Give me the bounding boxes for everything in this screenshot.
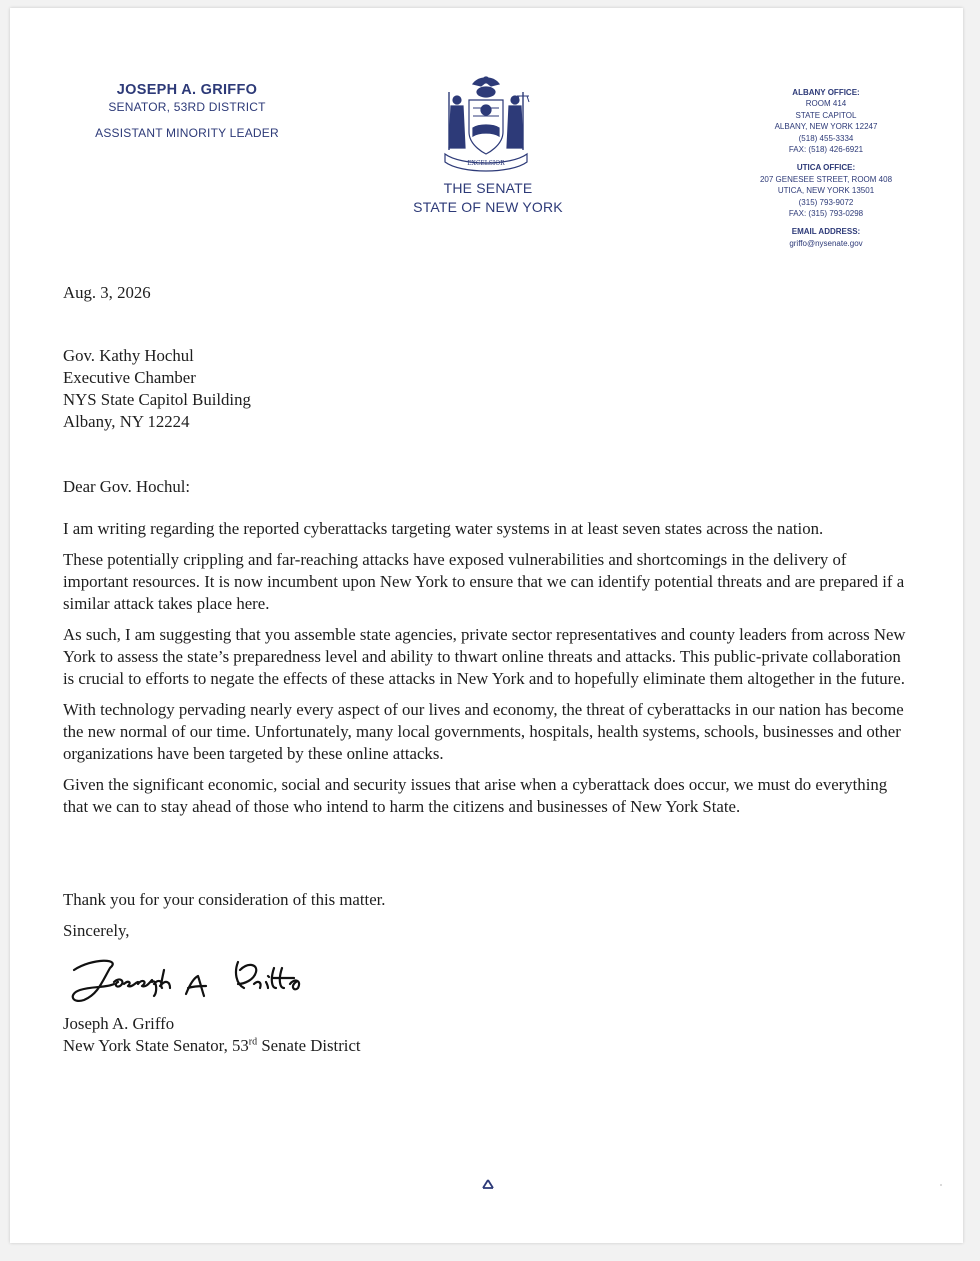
letterhead-offices [740, 87, 912, 256]
letterhead-senator-block [92, 82, 282, 140]
closing-line: Sincerely, [63, 921, 130, 940]
albany-line: STATE CAPITOL [795, 110, 857, 120]
recipient-line: Gov. Kathy Hochul [63, 346, 194, 365]
scan-speck [940, 1184, 942, 1186]
utica-office-label: UTICA OFFICE: [796, 163, 856, 173]
leadership-title: ASSISTANT MINORITY LEADER [95, 126, 279, 140]
signature [62, 948, 342, 1010]
albany-office-label: ALBANY OFFICE: [792, 88, 860, 97]
utica-phone: (315) 793-9072 [798, 197, 854, 207]
utica-line: UTICA, NEW YORK 13501 [777, 186, 875, 196]
albany-phone: (518) 455-3334 [798, 133, 854, 143]
recipient-line: Executive Chamber [63, 368, 196, 387]
utica-line: 207 GENESEE STREET, ROOM 408 [759, 174, 893, 184]
letter-date: Aug. 3, 2026 [63, 283, 151, 302]
thanks-line: Thank you for your consideration of this matter. [63, 890, 386, 909]
recycle-icon [480, 1178, 496, 1194]
email-block [740, 226, 912, 249]
signer-title-sup: rd [248, 1036, 258, 1048]
utica-fax: FAX: (315) 793-0298 [788, 209, 864, 219]
senate-line-2: STATE OF NEW YORK [413, 199, 563, 215]
recipient-line: NYS State Capitol Building [63, 390, 251, 409]
albany-line: ROOM 414 [805, 99, 847, 109]
senate-name-block [390, 179, 586, 217]
body-paragraph: These potentially crippling and far-reaching attacks have exposed vulnerabilities and shortcomings in the delivery of important resources. It is now incumbent upon New York to ensure that we can identify potential threats and are prepared if a similar attack takes place here. [63, 550, 905, 613]
state-seal-icon [431, 70, 541, 182]
seal-motto: EXCELSIOR [467, 160, 505, 167]
signer-title [63, 1035, 913, 1057]
body-paragraph: As such, I am suggesting that you assemble state agencies, private sector representatives and county leaders from across New York to assess the state’s preparedness level and ability to thwart online threats and attacks. This public-private collaboration is crucial to efforts to negate the effects of these attacks in New York and to hopefully eliminate them altogether in the future. [63, 625, 906, 688]
senate-line-1: THE SENATE [443, 180, 533, 196]
utica-office [740, 162, 912, 219]
senator-name: JOSEPH A. GRIFFO [116, 82, 258, 98]
email-address: griffo@nysenate.gov [789, 238, 863, 248]
signer-title-pre: New York State Senator, 53 [63, 1036, 249, 1055]
body-paragraph: With technology pervading nearly every aspect of our lives and economy, the threat of cyberattacks in our nation has become the new normal of our time. Unfortunately, many local governments, hospitals, health systems, schools, businesses and other organizations have been targeted by these online attacks. [63, 700, 904, 763]
albany-office [740, 87, 912, 155]
recipient-line: Albany, NY 12224 [63, 412, 190, 431]
signer-name: Joseph A. Griffo [63, 1014, 175, 1033]
email-label: EMAIL ADDRESS: [791, 227, 861, 237]
albany-line: ALBANY, NEW YORK 12247 [774, 122, 878, 132]
body-paragraph: Given the significant economic, social and security issues that arise when a cyberattack does occur, we must do everything that we can to stay ahead of those who intend to harm the citizens and businesses of New York State. [63, 775, 888, 816]
salutation: Dear Gov. Hochul: [63, 477, 191, 496]
body-paragraph: I am writing regarding the reported cyberattacks targeting water systems in at least seven states across the nation. [63, 519, 824, 538]
senator-title: SENATOR, 53RD DISTRICT [108, 100, 266, 114]
letter-page [10, 8, 963, 1243]
recipient-address [63, 345, 913, 433]
signer-block [63, 1013, 913, 1057]
letter-body [63, 518, 913, 827]
albany-fax: FAX: (518) 426-6921 [788, 145, 864, 155]
signer-title-post: Senate District [257, 1036, 361, 1055]
